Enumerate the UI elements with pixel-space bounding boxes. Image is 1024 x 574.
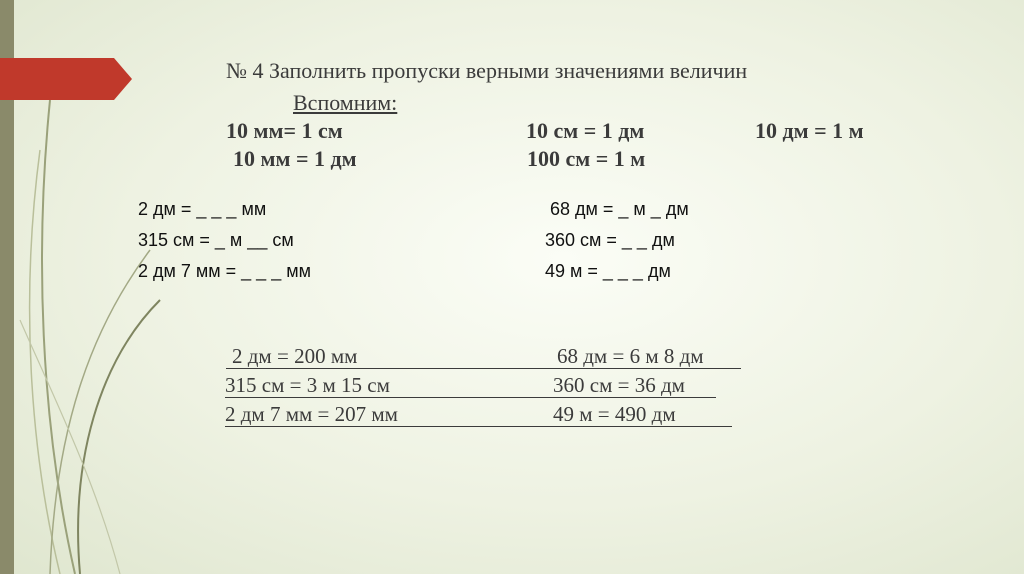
exercise-item: 68 дм = _ м _ дм xyxy=(550,199,689,219)
fact-mm-dm: 10 мм = 1 дм xyxy=(233,146,357,171)
exercise-title: № 4 Заполнить пропуски верными значениями величин xyxy=(226,58,748,83)
fact-mm-cm: 10 мм= 1 см xyxy=(226,118,343,143)
answer-item: 68 дм = 6 м 8 дм xyxy=(557,344,704,368)
answer-item: 2 дм 7 мм = 207 мм xyxy=(225,402,398,426)
remember-label: Вспомним: xyxy=(293,90,398,115)
exercise-item: 315 см = _ м __ см xyxy=(138,230,294,250)
exercise-item: 2 дм 7 мм = _ _ _ мм xyxy=(138,261,311,281)
answer-underline xyxy=(226,368,741,369)
fact-cm-m: 100 см = 1 м xyxy=(527,146,646,171)
answer-underline xyxy=(225,397,716,398)
answer-underline xyxy=(225,426,732,427)
answer-item: 2 дм = 200 мм xyxy=(232,344,358,368)
answer-item: 360 см = 36 дм xyxy=(553,373,685,397)
exercise-item: 2 дм = _ _ _ мм xyxy=(138,199,267,219)
exercise-item: 49 м = _ _ _ дм xyxy=(545,261,671,281)
exercise-item: 360 см = _ _ дм xyxy=(545,230,675,250)
red-arrow-banner xyxy=(0,58,132,100)
answer-item: 49 м = 490 дм xyxy=(553,402,676,426)
fact-dm-m: 10 дм = 1 м xyxy=(755,118,864,143)
fact-cm-dm: 10 см = 1 дм xyxy=(526,118,645,143)
answer-item: 315 см = 3 м 15 см xyxy=(225,373,390,397)
